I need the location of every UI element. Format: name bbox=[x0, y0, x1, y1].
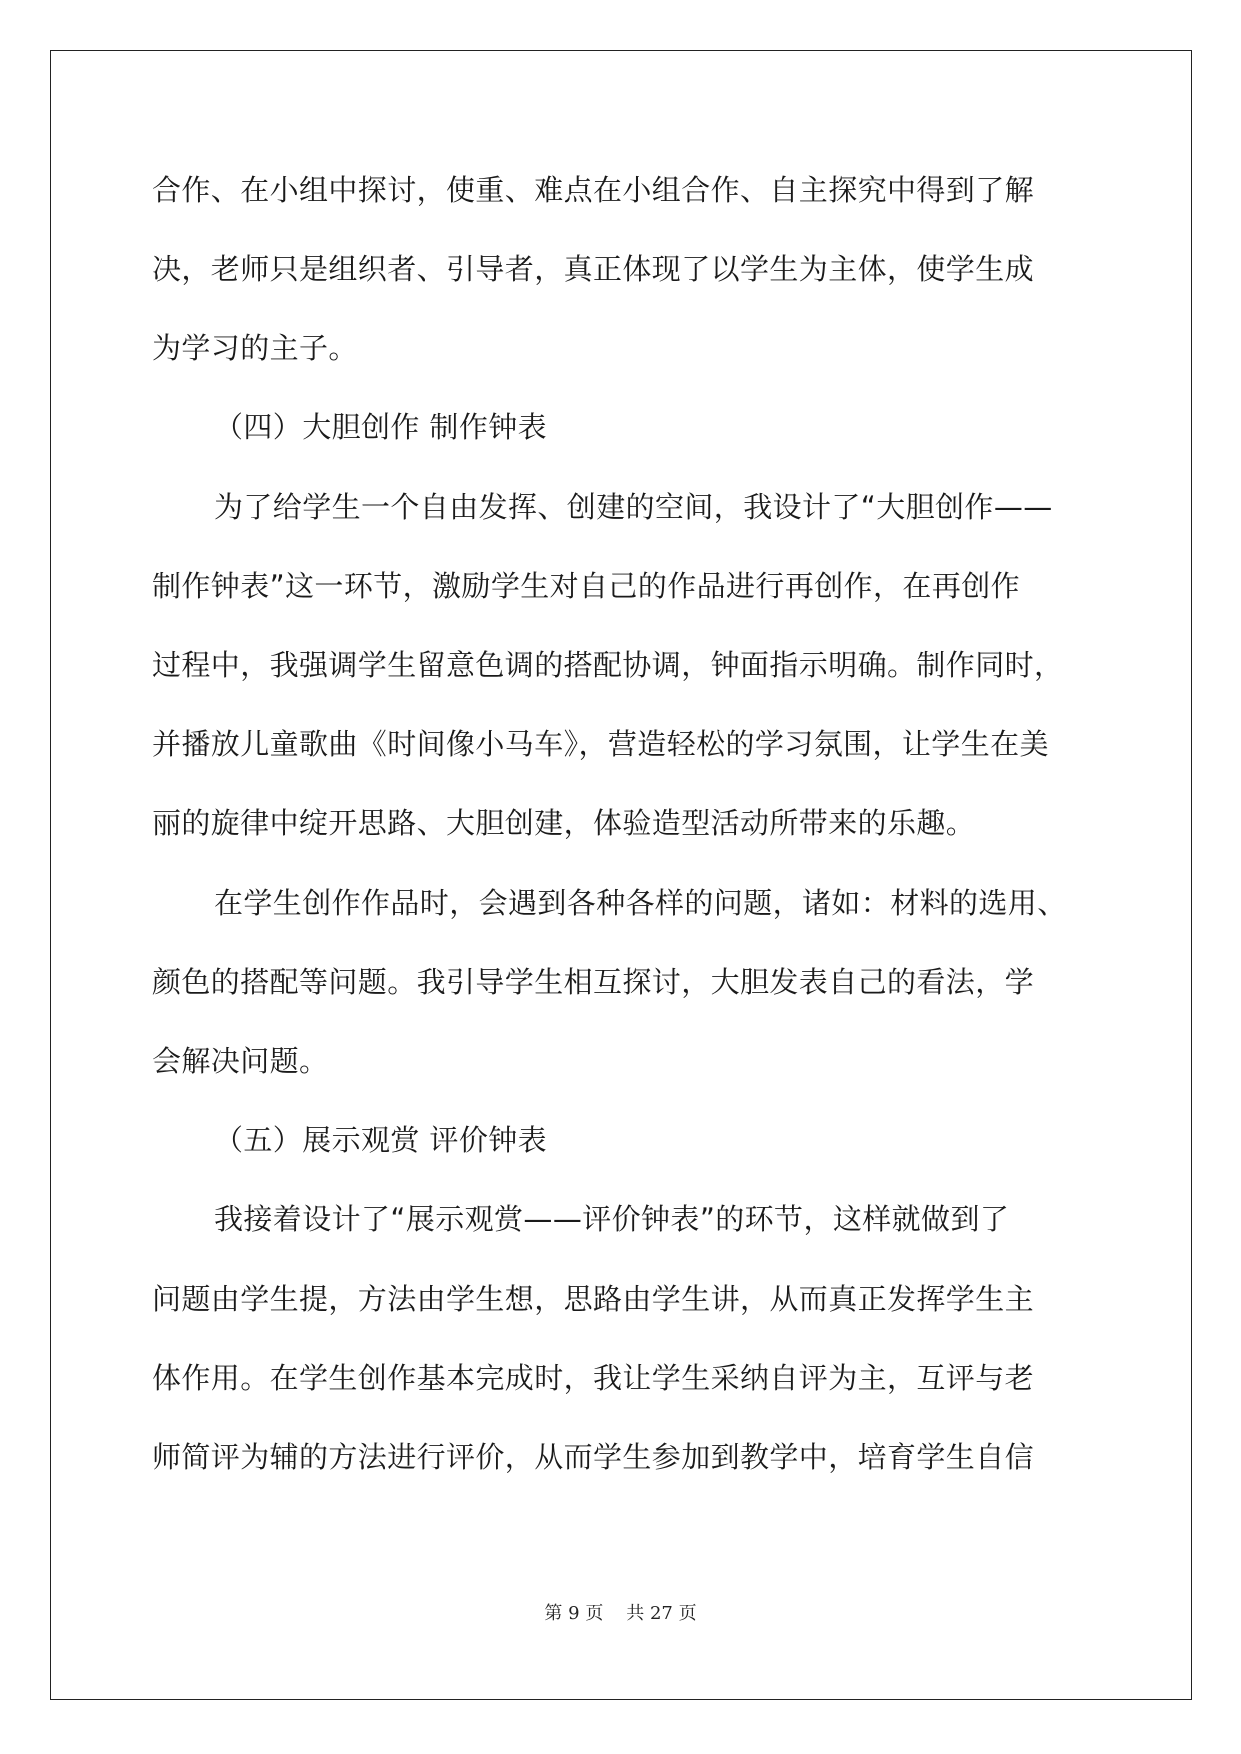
body-line: 颜色的搭配等问题。我引导学生相互探讨，大胆发表自己的看法，学 bbox=[152, 965, 1035, 999]
body-line: 我接着设计了“展示观赏——评价钟表”的环节，这样就做到了 bbox=[214, 1202, 1010, 1236]
body-line: 为了给学生一个自由发挥、创建的空间，我设计了“大胆创作—— bbox=[214, 490, 1053, 524]
section-heading: （五）展示观赏 评价钟表 bbox=[214, 1123, 548, 1157]
body-line: 丽的旋律中绽开思路、大胆创建，体验造型活动所带来的乐趣。 bbox=[152, 806, 976, 840]
body-line: 过程中，我强调学生留意色调的搭配协调，钟面指示明确。制作同时， bbox=[152, 648, 1064, 682]
body-line: 为学习的主子。 bbox=[152, 331, 358, 365]
body-line: 会解决问题。 bbox=[152, 1044, 329, 1078]
body-line: 并播放儿童歌曲《时间像小马车》，营造轻松的学习氛围，让学生在美 bbox=[152, 727, 1049, 761]
body-line: 制作钟表”这一环节，激励学生对自己的作品进行再创作，在再创作 bbox=[152, 569, 1021, 603]
section-heading: （四）大胆创作 制作钟表 bbox=[214, 410, 548, 444]
page-total: 共 27 页 bbox=[626, 1603, 697, 1624]
page-footer bbox=[0, 1602, 1241, 1626]
body-line: 体作用。在学生创作基本完成时，我让学生采纳自评为主，互评与老 bbox=[152, 1361, 1035, 1395]
body-line: 合作、在小组中探讨，使重、难点在小组合作、自主探究中得到了解 bbox=[152, 173, 1035, 207]
body-line: 师简评为辅的方法进行评价，从而学生参加到教学中，培育学生自信 bbox=[152, 1440, 1035, 1474]
page-number: 第 9 页 bbox=[544, 1603, 604, 1624]
body-line: 问题由学生提，方法由学生想，思路由学生讲，从而真正发挥学生主 bbox=[152, 1282, 1035, 1316]
body-line: 决，老师只是组织者、引导者，真正体现了以学生为主体，使学生成 bbox=[152, 252, 1035, 286]
body-line: 在学生创作作品时，会遇到各种各样的问题，诸如：材料的选用、 bbox=[214, 886, 1067, 920]
